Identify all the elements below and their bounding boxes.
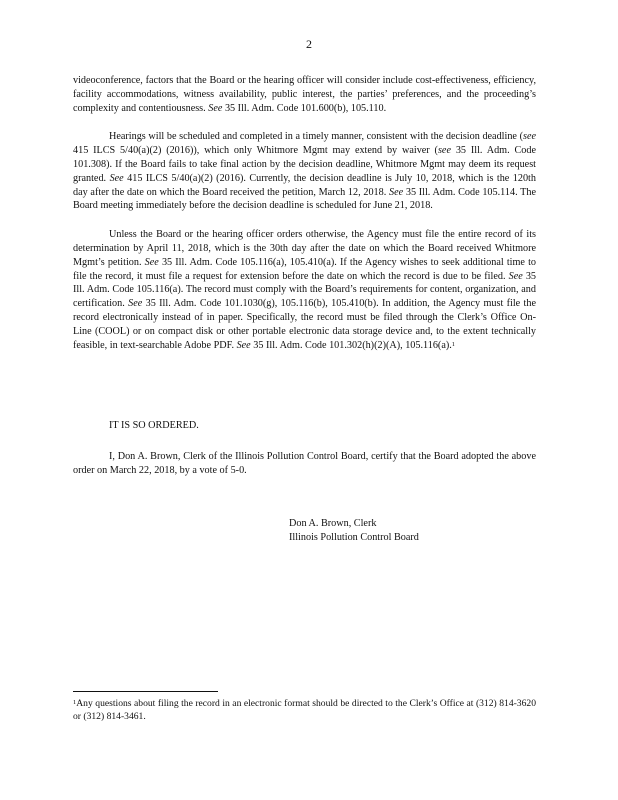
so-ordered: IT IS SO ORDERED. <box>109 420 199 431</box>
footnote <box>73 697 536 723</box>
paragraph-hearings: Hearings will be scheduled and completed in a timely manner, consistent with the decision deadline (see 415 ILCS 5/40(a)(2) (2016)), which only Whitmore Mgmt may extend by waiver (see 35 Ill. Adm. Code 101.308). If the Board fails to take final action by the decision deadline, Whitmore Mgmt may deem its request granted. See 415 ILCS 5/40(a)(2) (2016). Currently, the decision deadline is July 10, 2018, which is the 120th day after the date on which the Board received the petition, March 12, 2018. See 35 Ill. Adm. Code 105.114. The Board meeting immediately before the decision deadline is scheduled for June 21, 2018. <box>73 131 537 212</box>
signature-title: Illinois Pollution Control Board <box>289 532 419 543</box>
footnote-reference: 1 <box>451 340 456 348</box>
footnote-text: Any questions about filing the record in an electronic format should be directed to the Clerk’s Office at (312) 814-3620 or (312) 814-3461. <box>73 698 536 722</box>
paragraph-record-text: Unless the Board or the hearing officer orders otherwise, the Agency must file the entire record of its determination by April 11, 2018, which is the 30th day after the date on which the Board received Whitmore Mgmt’s petition. See 35 Ill. Adm. Code 105.116(a), 105.410(a). If the Agency wishes to seek additional time to file the record, it must file a request for extension before the date on which the record is due to be filed. See 35 Ill. Adm. Code 105.116(a). The record must comply with the Board’s requirements for content, organization, and certification. See 35 Ill. Adm. Code 101.1030(g), 105.116(b), 105.410(b). In addition, the Agency must file the record electronically instead of in paper. Specifically, the record must be filed through the Clerk’s Office On-Line (COOL) or on compact disk or other portable electronic data storage device and, to the extent technically feasible, in text-searchable Adobe PDF. See 35 Ill. Adm. Code 101.302(h)(2)(A), 105.116(a). <box>73 229 537 351</box>
paragraph-continuation: videoconference, factors that the Board or the hearing officer will consider include cost-effectiveness, efficiency, facility accommodations, witness availability, public interest, the parties’ preferences, and the proceeding’s complexity and contentiousness. See 35 Ill. Adm. Code 101.600(b), 105.110. <box>73 75 536 114</box>
paragraph-record <box>73 228 536 352</box>
signature-name: Don A. Brown, Clerk <box>289 518 377 529</box>
clerk-certification: I, Don A. Brown, Clerk of the Illinois Pollution Control Board, certify that the Board adopted the above order on March 22, 2018, by a vote of 5-0. <box>73 451 536 476</box>
signature-block <box>289 517 419 545</box>
footnote-marker: 1 <box>73 699 77 706</box>
order-body <box>73 74 536 367</box>
footnote-divider <box>73 691 218 692</box>
page-number: 2 <box>306 37 312 51</box>
